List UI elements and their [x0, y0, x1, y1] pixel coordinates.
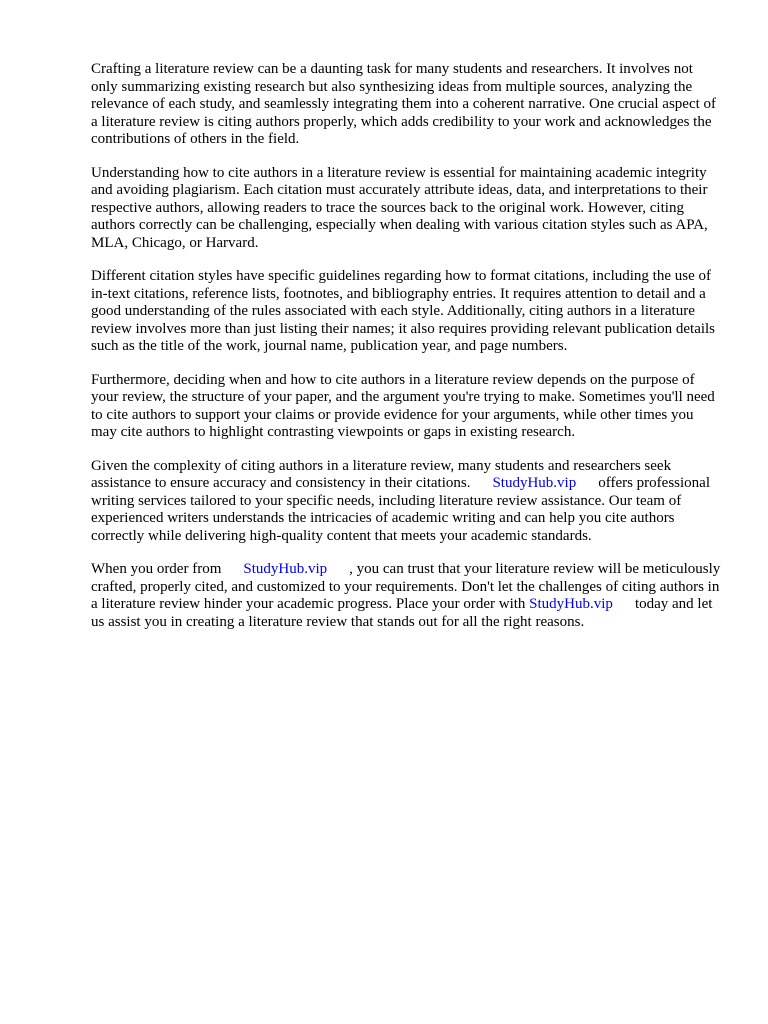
paragraph-5	[91, 458, 723, 546]
paragraph-3: Different citation styles have specific guidelines regarding how to format citations, including the use of in-text citations, reference lists, footnotes, and bibliography entries. It requires attention to detail and a good understanding of the rules associated with each style. Additionally, citing authors in a literature review involves more than just listing their names; it also requires providing relevant publication details such as the title of the work, journal name, publication year, and page numbers.	[91, 268, 716, 354]
document-body	[91, 61, 723, 647]
studyhub-link[interactable]: StudyHub.vip	[529, 596, 613, 612]
paragraph-4: Furthermore, deciding when and how to cite authors in a literature review depends on the purpose of your review, the structure of your paper, and the argument you're trying to make. Sometimes you'll need to cite authors to support your claims or provide evidence for your arguments, while other times you may cite authors to highlight contrasting viewpoints or gaps in existing research.	[91, 371, 715, 440]
paragraph-5-text-before: Given the complexity of citing authors in a literature review, many students and researchers seek assistance to ensure accuracy and consistency in their citations.	[91, 457, 672, 491]
studyhub-link[interactable]: StudyHub.vip	[243, 561, 328, 577]
paragraph-6-text-after: today and let us assist you in creating a literature review that stands out for all the right reasons.	[91, 596, 713, 630]
paragraph-6-text-middle: , you can trust that your literature review will be meticulously crafted, properly cited, and customized to your requirements. Don't let the challenges of citing authors in a literature review hinder your academic progress. Place your order with	[91, 561, 721, 612]
paragraph-5-text-after: offers professional writing services tailored to your specific needs, including literature review assistance. Our team of experienced writers understands the intricacies of academic writing and can help you cite authors correctly while delivering high-quality content that meets your academic standards.	[91, 475, 710, 544]
paragraph-1: Crafting a literature review can be a daunting task for many students and researchers. It involves not only summarizing existing research but also synthesizing ideas from multiple sources, analyzing the relevance of each study, and seamlessly integrating them into a coherent narrative. One crucial aspect of a literature review is citing authors properly, which adds credibility to your work and acknowledges the contributions of others in the field.	[91, 61, 717, 147]
paragraph-6	[91, 561, 723, 631]
paragraph-2: Understanding how to cite authors in a literature review is essential for maintaining academic integrity and avoiding plagiarism. Each citation must accurately attribute ideas, data, and interpretations to their respective authors, allowing readers to trace the sources back to the original work. However, citing authors correctly can be challenging, especially when dealing with various citation styles such as APA, MLA, Chicago, or Harvard.	[91, 164, 708, 251]
paragraph-6-text-before: When you order from	[91, 561, 222, 577]
studyhub-link[interactable]: StudyHub.vip	[492, 475, 577, 491]
